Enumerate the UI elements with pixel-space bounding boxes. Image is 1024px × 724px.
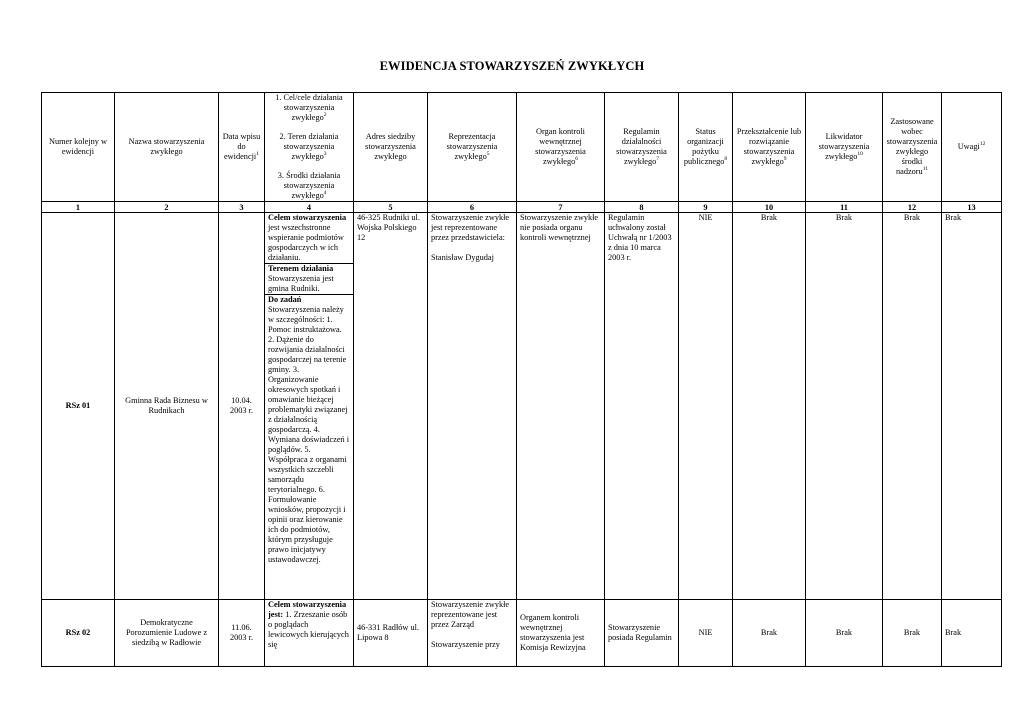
address: 46-325 Rudniki ul. Wojska Polskiego 12 — [354, 213, 428, 600]
representation-cell — [428, 213, 517, 600]
representation-text: Stowarzyszenie zwykłe reprezentowane jest przez Zarząd — [431, 600, 510, 629]
header-goals: 1. Cel/cele działania stowarzyszenia zwykłego$^2$ 2. Teren działania stowarzyszenia zwykłego$^3$ 3. Środki działania stowarzyszenia zwykłego$^4$ — [265, 93, 354, 202]
regulations: Stowarzyszenie posiada Regulamin — [605, 600, 679, 667]
supervision: Brak — [883, 213, 942, 600]
representation-continued: Stowarzyszenie przy — [431, 640, 500, 649]
regulations: Regulamin uchwalony został Uchwałą nr 1/2003 z dnia 10 marca 2003 r. — [605, 213, 679, 600]
column-number: 5 — [354, 202, 428, 213]
column-number: 10 — [733, 202, 806, 213]
row-number: RSz 01 — [42, 213, 115, 600]
internal-control: Stowarzyszenie zwykłe nie posiada organu kontroli wewnętrznej — [517, 213, 605, 600]
representation-text: Stowarzyszenie zwykłe jest reprezentowane przez przedstawiciela: — [431, 213, 510, 242]
column-number: 6 — [428, 202, 517, 213]
column-number: 7 — [517, 202, 605, 213]
header-number: Numer kolejny w ewidencji — [42, 93, 115, 202]
internal-control: Organem kontroli wewnętrznej stowarzyszenia jest Komisja Rewizyjna — [517, 600, 605, 667]
goal-label: Celem stowarzyszenia jest: — [268, 600, 347, 619]
header-regulations: Regulamin działalności stowarzyszenia zwykłego$^7$ — [605, 93, 679, 202]
notes: Brak — [942, 600, 1002, 667]
liquidator: Brak — [806, 213, 883, 600]
goals-cell — [265, 213, 354, 600]
header-row — [42, 93, 1002, 202]
goal-text: 1. Zrzeszanie osób o poglądach lewicowych kierujących się — [268, 610, 349, 649]
area-section — [265, 264, 353, 295]
area-label: Terenem działania — [268, 264, 334, 273]
goals-cell — [265, 600, 354, 667]
transformation: Brak — [733, 600, 806, 667]
liquidator: Brak — [806, 600, 883, 667]
header-opp-status: Status organizacji pożytku publicznego$^8$ — [679, 93, 733, 202]
document-title: EWIDENCJA STOWARZYSZEŃ ZWYKŁYCH — [379, 59, 645, 73]
header-transformation: Przekształcenie lub rozwiązanie stowarzyszenia zwykłego$^9$ — [733, 93, 806, 202]
goal-label: Celem stowarzyszenia — [268, 213, 347, 222]
tasks-section — [265, 295, 353, 565]
goal-section — [265, 213, 353, 264]
association-name: Demokratyczne Porozumienie Ludowe z siedzibą w Radłowie — [115, 600, 219, 667]
tasks-text: Stowarzyszenia należy w szczególności: 1. Pomoc instruktażowa. 2. Dążenie do rozwijania działalności gospodarczej na terenie gminy. 3. Organizowanie okresowych spotkań i omawianie bieżącej problematyki związanej z działalnością gospodarczą. 4. Wymiana doświadczeń i poglądów. 5. Współpraca z organami wszystkich szczebli samorządu terytorialnego. 6. Formułowanie wniosków, propozycji i opinii oraz kierowanie ich do podmiotów, którym przysługuje prawo inicjatywy ustawodawczej. — [268, 305, 350, 564]
entry-date: 10.04. 2003 r. — [219, 213, 265, 600]
column-number: 8 — [605, 202, 679, 213]
registry-table — [41, 92, 1002, 667]
column-number: 11 — [806, 202, 883, 213]
area-text: Stowarzyszenia jest gmina Rudniki. — [268, 274, 334, 293]
header-date: Data wpisu do ewidencji$^1$ — [219, 93, 265, 202]
row-number: RSz 02 — [42, 600, 115, 667]
column-number: 9 — [679, 202, 733, 213]
table-row — [42, 600, 1002, 667]
header-address: Adres siedziby stowarzyszenia zwykłego — [354, 93, 428, 202]
header-control: Organ kontroli wewnętrznej stowarzyszenia zwykłego$^6$ — [517, 93, 605, 202]
goal-text: jest wszechstronne wspieranie podmiotów gospodarczych w ich działaniu. — [268, 223, 344, 262]
representative-name: Stanisław Dygudaj — [431, 253, 494, 262]
tasks-label: Do zadań — [268, 295, 302, 304]
column-number: 4 — [265, 202, 354, 213]
header-liquidator: Likwidator stowarzyszenia zwykłego$^{10}$ — [806, 93, 883, 202]
representation-cell — [428, 600, 517, 667]
header-supervision: Zastosowane wobec stowarzyszenia zwykłego środki nadzoru$^{11}$ — [883, 93, 942, 202]
opp-status: NIE — [679, 600, 733, 667]
header-name: Nazwa stowarzyszenia zwykłego — [115, 93, 219, 202]
supervision: Brak — [883, 600, 942, 667]
transformation: Brak — [733, 213, 806, 600]
table-row — [42, 213, 1002, 600]
column-number: 2 — [115, 202, 219, 213]
header-representation: Reprezentacja stowarzyszenia zwykłego$^5$ — [428, 93, 517, 202]
column-number: 12 — [883, 202, 942, 213]
notes: Brak — [942, 213, 1002, 600]
address: 46-331 Radłów ul. Lipowa 8 — [354, 600, 428, 667]
header-notes: Uwagi$^{12}$ — [942, 93, 1002, 202]
column-number: 13 — [942, 202, 1002, 213]
column-number: 3 — [219, 202, 265, 213]
entry-date: 11.06. 2003 r. — [219, 600, 265, 667]
column-number-row — [42, 202, 1002, 213]
column-number: 1 — [42, 202, 115, 213]
opp-status: NIE — [679, 213, 733, 600]
association-name: Gminna Rada Biznesu w Rudnikach — [115, 213, 219, 600]
